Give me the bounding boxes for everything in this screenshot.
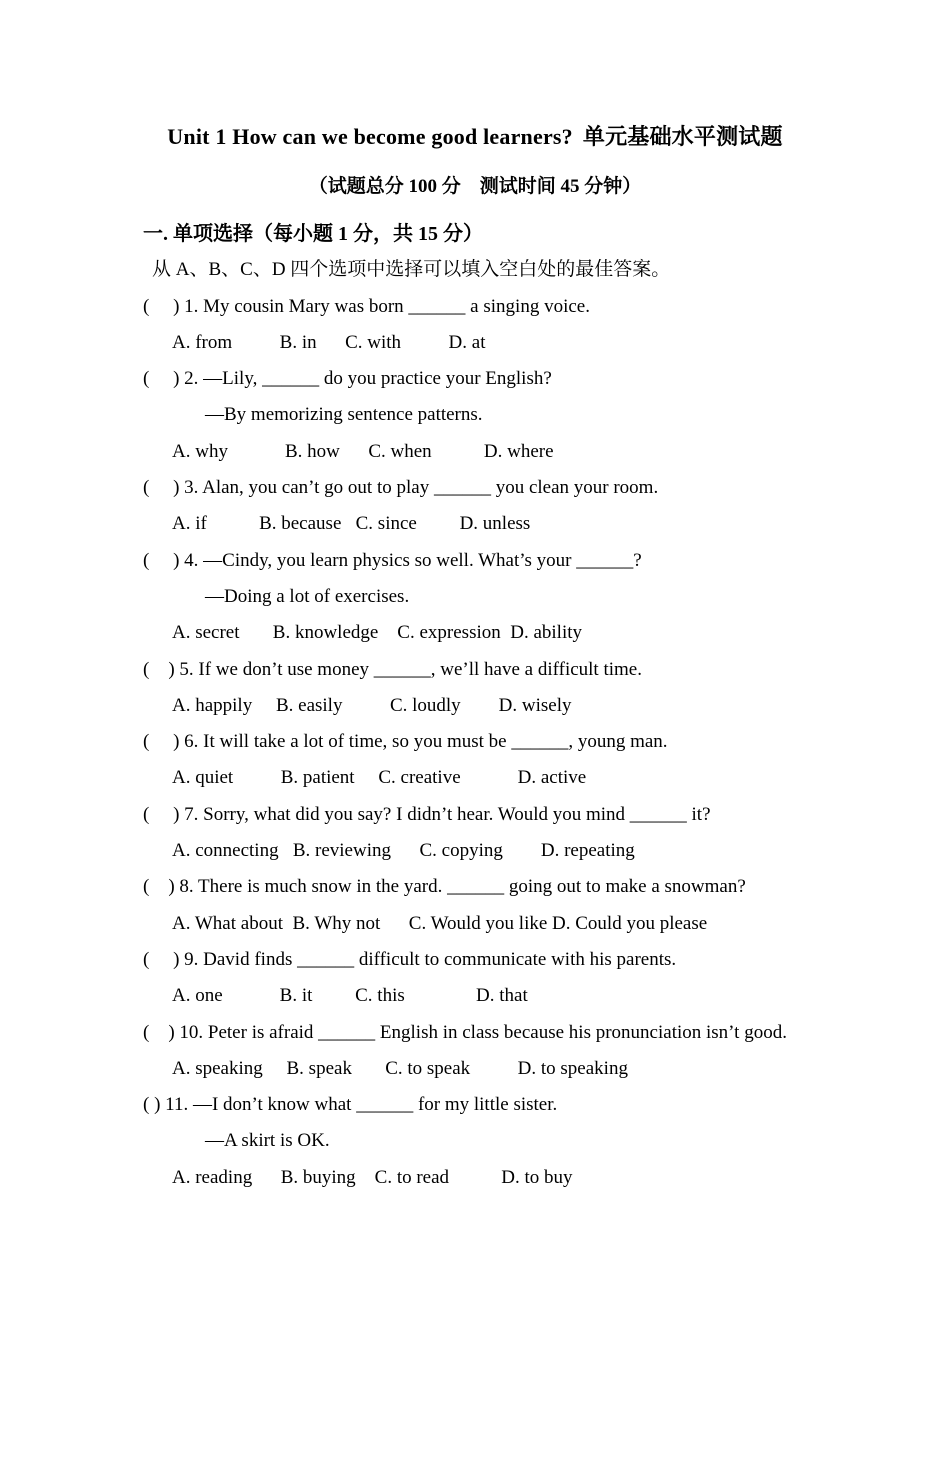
question-stem: ( ) 4. —Cindy, you learn physics so well. What’s your ______?	[143, 549, 642, 571]
question-stem: ( ) 2. —Lily, ______ do you practice your English?	[143, 368, 552, 390]
question-stem: ( ) 10. Peter is afraid ______ English in class because his pronunciation isn’t good.	[143, 1021, 787, 1043]
question-stem: ( ) 3. Alan, you can’t go out to play ______ you clean your room.	[143, 477, 659, 499]
question-options: A. why B. how C. when D. where	[172, 440, 554, 462]
question-options: A. one B. it C. this D. that	[172, 985, 528, 1007]
question-options: A. from B. in C. with D. at	[172, 331, 486, 353]
document-body	[143, 216, 910, 1196]
question-reply: —A skirt is OK.	[205, 1130, 330, 1152]
question-options: A. speaking B. speak C. to speak D. to speaking	[172, 1057, 628, 1079]
question-reply: —By memorizing sentence patterns.	[205, 404, 483, 426]
question-reply: —Doing a lot of exercises.	[205, 585, 410, 607]
question-stem: ( ) 6. It will take a lot of time, so you must be ______, young man.	[143, 731, 668, 753]
question-options: A. if B. because C. since D. unless	[172, 513, 531, 535]
question-stem: ( ) 11. —I don’t know what ______ for my little sister.	[143, 1094, 558, 1116]
page-title-english: Unit 1 How can we become good learners?	[167, 124, 573, 149]
question-options: A. secret B. knowledge C. expression D. ability	[172, 622, 583, 644]
question-options: A. happily B. easily C. loudly D. wisely	[172, 694, 572, 716]
page-title-chinese: 单元基础水平测试题	[582, 124, 783, 149]
page-title	[0, 122, 950, 152]
questions	[143, 289, 910, 1196]
document-page	[0, 122, 950, 1466]
section-instruction: 从 A、B、C、D 四个选项中选择可以填入空白处的最佳答案。	[152, 259, 671, 281]
question-stem: ( ) 9. David finds ______ difficult to communicate with his parents.	[143, 948, 677, 970]
section-heading: 一. 单项选择（每小题 1 分，共 15 分）	[143, 223, 483, 245]
question-options: A. quiet B. patient C. creative D. active	[172, 767, 587, 789]
question-options: A. reading B. buying C. to read D. to buy	[172, 1166, 573, 1188]
question-options: A. What about B. Why not C. Would you like D. Could you please	[172, 912, 708, 934]
question-stem: ( ) 8. There is much snow in the yard. ______ going out to make a snowman?	[143, 876, 746, 898]
question-stem: ( ) 1. My cousin Mary was born ______ a singing voice.	[143, 295, 590, 317]
page-subtitle: （试题总分 100 分 测试时间 45 分钟）	[308, 176, 642, 197]
question-stem: ( ) 5. If we don’t use money ______, we’ll have a difficult time.	[143, 658, 642, 680]
question-stem: ( ) 7. Sorry, what did you say? I didn’t hear. Would you mind ______ it?	[143, 803, 711, 825]
question-options: A. connecting B. reviewing C. copying D. repeating	[172, 840, 635, 862]
